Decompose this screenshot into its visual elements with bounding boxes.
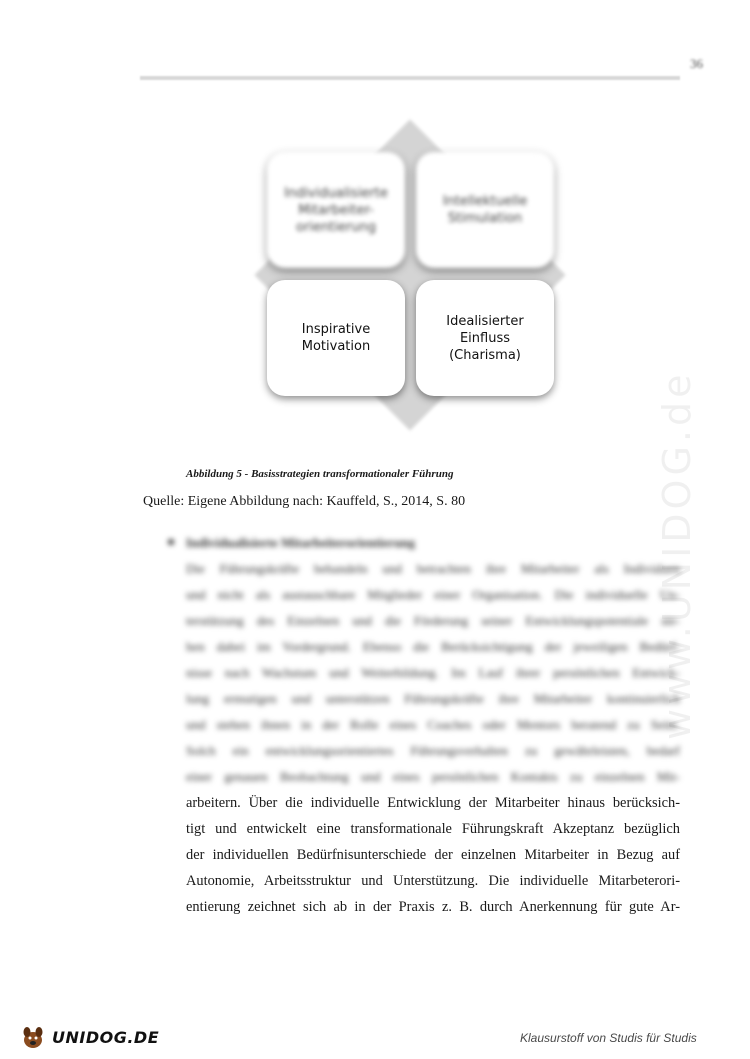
text-line: arbeitern. Über die individuelle Entwicklung der Mitarbeiter hinaus berücksich- (186, 795, 680, 811)
header-rule (140, 76, 680, 80)
unidog-logo (20, 1024, 159, 1050)
visible-paragraph (186, 790, 680, 920)
figure-source: Quelle: Eigene Abbildung nach: Kauffeld, S., 2014, S. 80 (143, 494, 466, 509)
text-line: tigt und entwickelt eine transformationale Führungskraft Akzeptanz bezüglich (186, 821, 680, 837)
text-line: nisse nach Wachstum und Weiterbildung. Im Lauf ihrer persönlichen Entwick- (186, 665, 680, 680)
logo-text: UNIDOG.DE (52, 1027, 160, 1047)
quadrant-inspirational-motivation: Inspirative Motivation (267, 280, 405, 396)
text-line: terstützung des Einzelnen und die Förderung seiner Entwicklungspotentiale ste- (186, 613, 680, 628)
text-line: Die Führungskräfte behandeln und betrachten ihre Mitarbeiter als Individuen (186, 561, 680, 576)
footer-tagline: Klausurstoff von Studis für Studis (520, 1031, 697, 1045)
strategy-diagram (225, 120, 595, 430)
text-line: und nicht als austauschbare Mitglieder einer Organisation. Die individuelle Un- (186, 587, 680, 602)
text-line: Solch ein entwicklungsorientiertes Führungsverhalten zu gewährleisten, bedarf (186, 743, 680, 758)
text-line: der individuellen Bedürfnisunterschiede der einzelnen Mitarbeiter in Bezug auf (186, 847, 680, 863)
figure-caption: Abbildung 5 - Basisstrategien transformationaler Führung (186, 468, 454, 480)
quadrant-individualized-orientation: Individualisierte Mitarbeiter- orientierung (267, 152, 405, 268)
bullet-title: Individualisierte Mitarbeiterorientierung (186, 535, 416, 550)
text-line: und stehen ihnen in der Rolle eines Coaches oder Mentors beratend zu Seite. (186, 717, 680, 732)
dog-icon (20, 1024, 46, 1050)
text-line: entierung zeichnet sich ab in der Praxis z. B. durch Anerkennung für gute Ar- (186, 899, 680, 915)
text-line: lung ermutigen und unterstützen Führungskräfte ihre Mitarbeiter kontinuierlich (186, 691, 680, 706)
text-line: einer genauen Beobachtung und eines persönlichen Kontakts zu einzelnen Mit- (186, 769, 680, 784)
page-number: 36 (690, 56, 703, 71)
bullet-dot-icon (168, 539, 174, 545)
blurred-paragraph (186, 556, 680, 790)
text-line: hen dabei im Vordergrund. Ebenso die Berücksichtigung der jeweiligen Bedürf- (186, 639, 680, 654)
text-line: Autonomie, Arbeitsstruktur und Unterstützung. Die individuelle Mitarbeterori- (186, 873, 680, 889)
quadrant-idealized-influence: Idealisierter Einfluss (Charisma) (416, 280, 554, 396)
bullet-heading (186, 530, 680, 556)
section-content (186, 530, 680, 920)
watermark: www.UNIDOG.de (655, 370, 699, 740)
quadrant-intellectual-stimulation: Intellektuelle Stimulation (416, 152, 554, 268)
